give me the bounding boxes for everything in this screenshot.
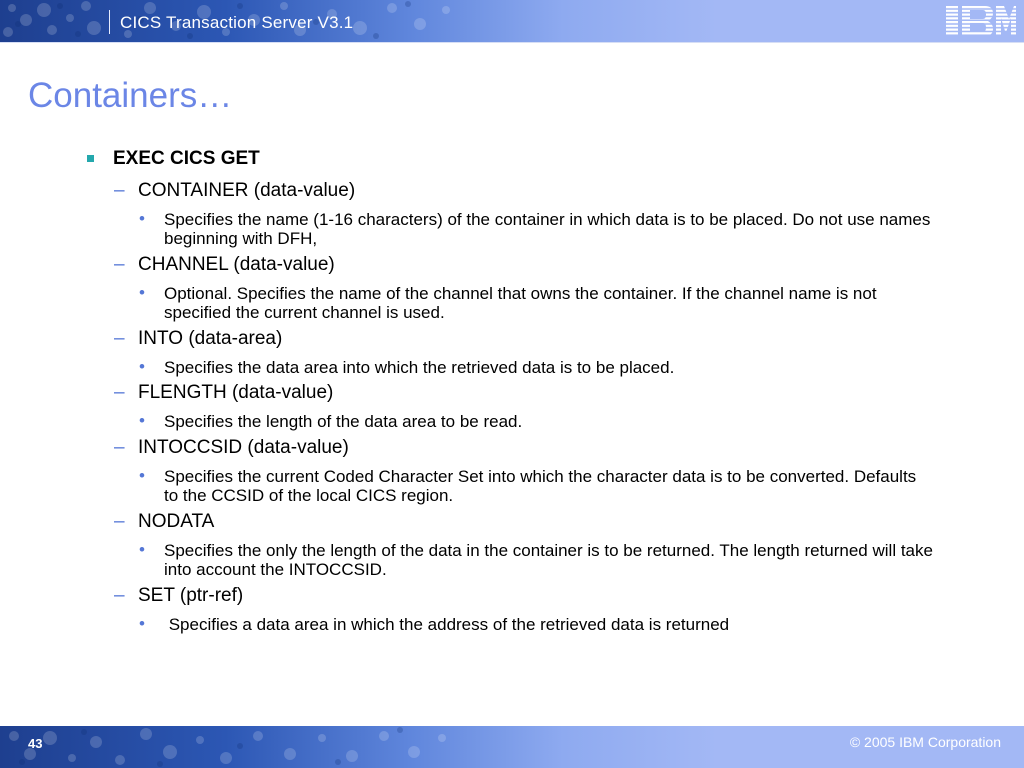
option-description: Specifies the length of the data area to be read. (164, 412, 523, 431)
dash-bullet-icon: – (114, 511, 125, 532)
dot-bullet-icon: • (139, 283, 145, 302)
option-name: INTOCCSID (data-value) (138, 437, 349, 458)
product-title: CICS Transaction Server V3.1 (120, 13, 354, 32)
slide-title: Containers… (28, 76, 233, 115)
option-name: CHANNEL (data-value) (138, 254, 335, 275)
dot-bullet-icon: • (139, 411, 145, 430)
option-description: Optional. Specifies the name of the channel that owns the container. If the channel name is not specified the current channel is used. (164, 284, 877, 322)
option-name: INTO (data-area) (138, 328, 283, 349)
page-number: 43 (28, 736, 43, 751)
dot-bullet-icon: • (139, 540, 145, 559)
dash-bullet-icon: – (114, 382, 125, 403)
dot-bullet-icon: • (139, 357, 145, 376)
option-description: Specifies the only the length of the data in the container is to be returned. The length returned will take into account the INTOCCSID. (164, 541, 933, 579)
dash-bullet-icon: – (114, 585, 125, 606)
dot-bullet-icon: • (139, 614, 145, 633)
dash-bullet-icon: – (114, 328, 125, 349)
command-heading: EXEC CICS GET (113, 148, 260, 169)
dash-bullet-icon: – (114, 437, 125, 458)
copyright-notice: © 2005 IBM Corporation (849, 734, 1001, 750)
option-description: Specifies the data area into which the retrieved data is to be placed. (164, 358, 675, 377)
option-description: Specifies the name (1-16 characters) of the container in which data is to be placed. Do not use names beginning with DFH, (164, 210, 931, 248)
option-name: SET (ptr-ref) (138, 585, 244, 606)
option-description: Specifies a data area in which the address of the retrieved data is returned (164, 615, 730, 634)
option-name: NODATA (138, 511, 215, 532)
footer-dot-pattern (0, 726, 460, 768)
option-name: CONTAINER (data-value) (138, 180, 356, 201)
option-description: Specifies the current Coded Character Set into which the character data is to be converted. Defaults to the CCSID of the local CICS region. (164, 467, 917, 505)
option-name: FLENGTH (data-value) (138, 382, 334, 403)
dot-bullet-icon: • (139, 466, 145, 485)
dash-bullet-icon: – (114, 254, 125, 275)
dash-bullet-icon: – (114, 180, 125, 201)
square-bullet-icon (87, 155, 94, 162)
dot-bullet-icon: • (139, 209, 145, 228)
